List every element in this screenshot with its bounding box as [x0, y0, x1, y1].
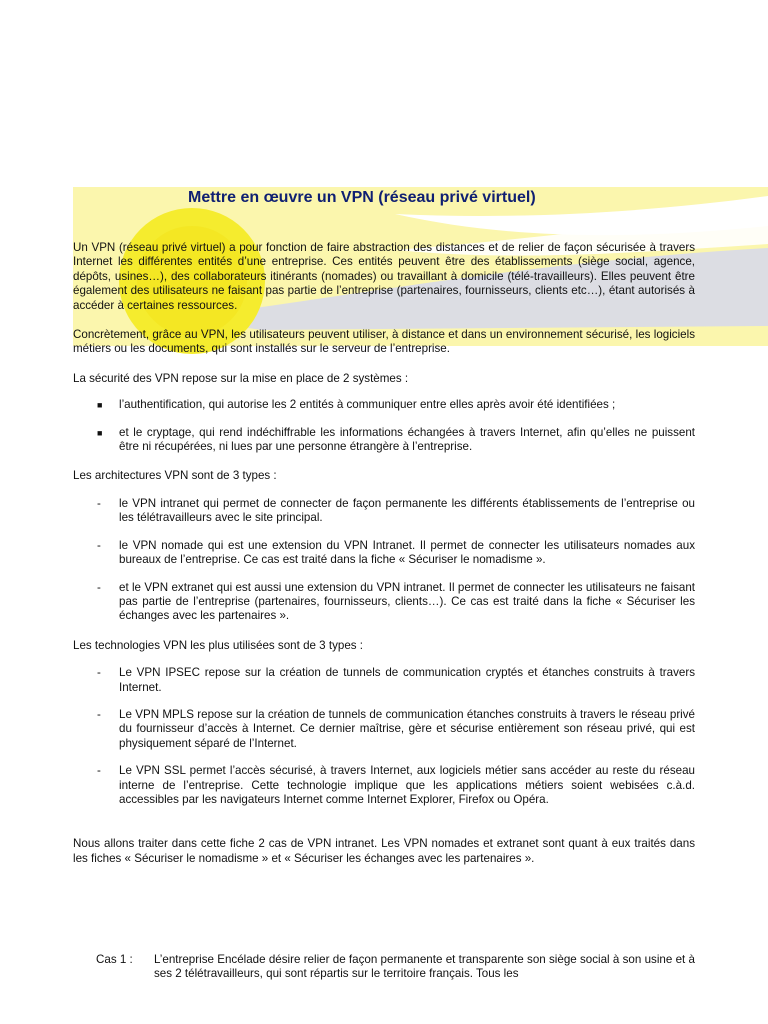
list-item: - Le VPN IPSEC repose sur la création de tunnels de communication cryptés et étanches construits à travers Internet.: [97, 666, 695, 694]
bullet-dash: -: [97, 496, 101, 510]
document-title: Mettre en œuvre un VPN (réseau privé virtuel): [188, 189, 536, 206]
bullet-square-icon: ■: [97, 400, 103, 411]
list-item: - le VPN nomade qui est une extension du VPN Intranet. Il permet de connecter les utilisateurs nomades aux bureaux de l’entreprise. Ce cas est traité dans la fiche « Sécuriser le nomadisme ».: [97, 538, 695, 567]
intro-paragraph: Un VPN (réseau privé virtuel) a pour fonction de faire abstraction des distances et de relier de façon sécurisée à travers Internet les différentes entités d’une entreprise. Ces entités peuvent être des établissements (siège social, agence, dépôts, usines…), des collaborateurs itinérants (nomades) ou travaillant à domicile (télé-travailleurs). Elles peuvent être également des utilisateurs ne faisant pas partie de l’entreprise (partenaires, fournisseurs, clients etc…), étant autorisés à accéder à certaines ressources.: [73, 241, 695, 312]
technologies-list: [73, 666, 695, 807]
case-1: [96, 953, 695, 982]
bullet-dash: -: [97, 707, 101, 721]
bullet-dash: -: [97, 764, 101, 778]
case-label: Cas 1 :: [96, 953, 133, 966]
architectures-list: [73, 497, 695, 624]
security-intro: La sécurité des VPN repose sur la mise en place de 2 systèmes :: [73, 371, 409, 385]
security-list: [73, 398, 695, 454]
technologies-intro: Les technologies VPN les plus utilisées sont de 3 types :: [73, 638, 364, 652]
list-item: ■ l’authentification, qui autorise les 2 entités à communiquer entre elles après avoir été identifiées ;: [97, 398, 616, 412]
list-item: - et le VPN extranet qui est aussi une extension du VPN intranet. Il permet de connecter les utilisateurs ne faisant pas partie de l’entreprise (partenaires, fournisseurs, clients…). Ce cas est traité dans la fiche « Sécuriser les échanges avec les partenaires ».: [97, 580, 695, 623]
bullet-dash: -: [97, 580, 101, 594]
list-item: - Le VPN MPLS repose sur la création de tunnels de communication étanches construits à travers le réseau privé du fournisseur d’accès à Internet. Ce dernier maîtrise, gère et sécurise entièrement son réseau privé, qui est physiquement séparé de l’Internet.: [97, 707, 695, 750]
bullet-square-icon: ■: [97, 427, 103, 438]
list-item: ■ et le cryptage, qui rend indéchiffrable les informations échangées à travers Internet, afin qu’elles ne puissent être ni récupérées, ni lues par une personne étrangère à l’entreprise.: [97, 425, 695, 454]
intro-paragraph-2: Concrètement, grâce au VPN, les utilisateurs peuvent utiliser, à distance et dans un environnement sécurisé, les logiciels métiers ou les documents, qui sont installés sur le serveur de l’entreprise.: [73, 328, 695, 356]
list-item: - le VPN intranet qui permet de connecter de façon permanente les différents établissements de l’entreprise ou les télétravailleurs avec le site principal.: [97, 496, 695, 525]
document-body: [73, 241, 695, 866]
list-item: - Le VPN SSL permet l’accès sécurisé, à travers Internet, aux logiciels métier sans accéder au reste du réseau interne de l’entreprise. Cette technologie implique que les applications métiers soient webisées c.à.d. accessibles par les navigateurs Internet comme Internet Explorer, Firefox ou Opéra.: [97, 764, 695, 806]
bullet-dash: -: [97, 666, 101, 680]
architectures-intro: Les architectures VPN sont de 3 types :: [73, 469, 277, 483]
bullet-dash: -: [97, 538, 101, 552]
case-text: L’entreprise Encélade désire relier de façon permanente et transparente son siège social à son usine et à ses 2 télétravailleurs, qui sont répartis sur le territoire français. Tous les: [154, 953, 695, 981]
closing-paragraph: Nous allons traiter dans cette fiche 2 cas de VPN intranet. Les VPN nomades et extranet sont quant à eux traités dans les fiches « Sécuriser le nomadisme » et « Sécuriser les échanges avec les partenaires ».: [73, 837, 695, 865]
